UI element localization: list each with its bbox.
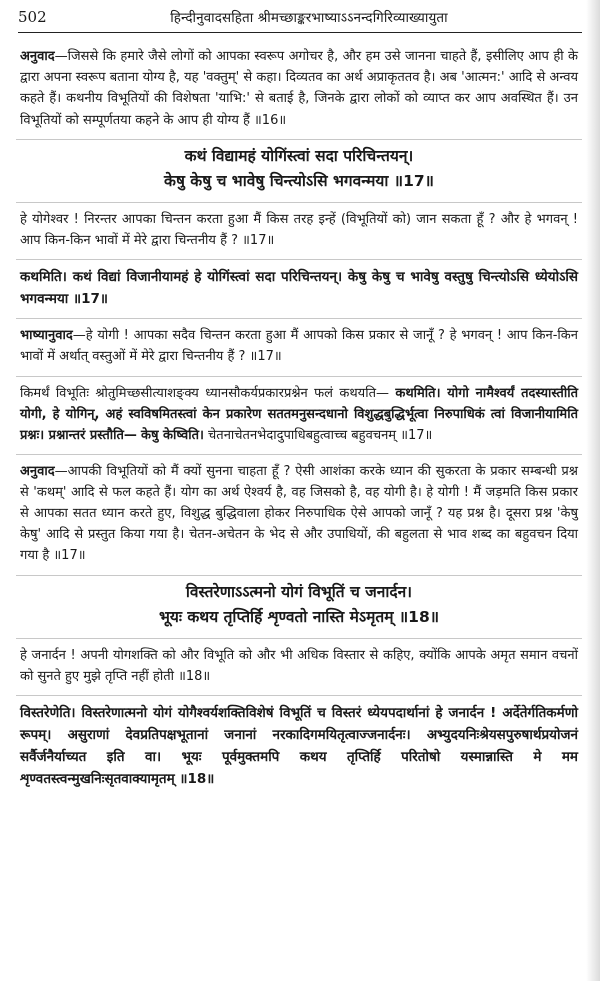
anuvad-verse-17 bbox=[16, 454, 582, 571]
verse-line: विस्तरेणाऽऽत्मनो योगं विभूतिं च जनार्दन। bbox=[185, 582, 413, 601]
verse-17 bbox=[16, 139, 582, 202]
anuvad-label: अनुवाद bbox=[20, 463, 55, 479]
hindi-translation-17 bbox=[16, 202, 582, 255]
anuvad-text: —आपकी विभूतियों को मैं क्यों सुनना चाहता हूँ ? ऐसी आशंका करके ध्यान की सुकरता के प्रकार सम्बन्धी प्रश्न से 'कथम्' आदि से फल कहते हैं। योग का अर्थ ऐश्वर्य है, वह जिसको है, वह योगी है। हे योगी ! मैं जड़मति किस प्रकार से आपका सतत ध्यान करते हुए, विशुद्ध बुद्धिवाला होकर निरुपाधिक ऐसे आपको जानूँ ? यह प्रश्न है। दूसरा प्रश्न 'केषु केषु' आदि से प्रस्तुत किया गया है। चेतन-अचेतन के भेद से और उपाधियों, की बहुलता से भाव शब्द का बहुवचन दिया गया है ॥17॥ bbox=[20, 463, 578, 564]
adjacent-page-edge bbox=[586, 0, 600, 981]
tika-keshu: केषु केष्विति। bbox=[141, 427, 204, 443]
page-content bbox=[16, 44, 582, 798]
hindi-translation-text: हे योगेश्वर ! निरन्तर आपका चिन्तन करता हुआ मैं किस तरह इन्हें (विभूतियों को) जान सकता हूँ ? और हे भगवन् ! आप किन-किन भावों में मेरे द्वारा चिन्तनीय हैं ? ॥17॥ bbox=[20, 211, 578, 249]
header-rule bbox=[18, 32, 582, 33]
bhashya-text: कथमिति। कथं विद्यां विजानीयामहं हे योगिंस्त्वां सदा परिचिन्तयन्। केषु केषु च भावेषु वस्तुषु चिन्त्योऽसि ध्येयोऽसि भगवन्मया ॥17॥ bbox=[20, 269, 578, 308]
tika-end: चेतनाचेतनभेदादुपाधिबहुत्वाच्च बहुवचनम् ॥17॥ bbox=[203, 427, 433, 443]
bhashyanuvad-17 bbox=[16, 318, 582, 371]
anuvad-label: अनुवाद bbox=[20, 49, 55, 64]
running-title: हिन्दीनुवादसहिता श्रीमच्छाङ्करभाष्याऽऽनन्दगिरिव्याख्यायुता bbox=[170, 10, 448, 26]
page-number: 502 bbox=[18, 8, 47, 26]
tika-17 bbox=[16, 376, 582, 450]
bhashya-18 bbox=[16, 695, 582, 794]
tika-intro: किमर्थं विभूतिः श्रोतुमिच्छसीत्याशङ्क्य ध्यानसौकर्यप्रकारप्रश्नेन फलं कथयति— bbox=[20, 385, 389, 401]
bhashyanuvad-label: भाष्यानुवाद bbox=[20, 328, 73, 344]
tika-body: कथमिति। योगो नामैश्वर्यं तदस्यास्तीति योगी, हे योगिन्, अहं स्वविषमितस्त्वां केन प्रकारेण सततमनुसन्दधानो विशुद्धबुद्धिर्भूत्वा निरुपाधिकं त्वां विजानीयामिति प्रश्नः। प्रश्नान्तरं प्रस्तौति— bbox=[20, 385, 578, 443]
bhashyanuvad-text: —हे योगी ! आपका सदैव चिन्तन करता हुआ मैं आपको किस प्रकार से जानूँ ? हे भगवन् ! आप किन-किन भावों में अर्थात् वस्तुओं में मेरे द्वारा चिन्तनीय हैं ? ॥17॥ bbox=[20, 328, 578, 365]
anuvad-text: —जिससे कि हमारे जैसे लोगों को आपका स्वरूप अगोचर है, और हम उसे जानना चाहते हैं, इसीलिए आप ही के द्वारा अपना स्वरूप बताना योग्य है, यह 'वक्तुम्' से कहा। दिव्यतव का अर्थ अप्राकृततव है। अब 'आत्मन:' आदि से अन्वय कहते हैं। कथनीय विभूतियों की विशेषता 'याभि:' से बताई है, जिनके द्वारा लोकों को व्याप्त कर आप अवस्थित हैं। उन विभूतियों को सम्पूर्णतया कहने के आप ही योग्य हैं ॥16॥ bbox=[20, 49, 578, 128]
page-header bbox=[18, 4, 582, 30]
hindi-translation-18 bbox=[16, 638, 582, 691]
bhashya-text: विस्तरेणेति। विस्तरेणात्मनो योगं योगैश्वर्यशक्तिविशेषं विभूतिं च विस्तरं ध्येयपदार्थानां हे जनार्दन ! अर्देतेर्गतिकर्मणो रूपम्। असुराणां देवप्रतिपक्षभूतानां जनानां नरकादिगमयितृत्वाज्जनार्दनः। अभ्युदयनिःश्रेयसपुरुषार्थप्रयोजनं सर्वैर्जनैर्याच्यत इति वा। भूयः पूर्वमुक्तमपि कथय तृप्तिर्हि परितोषो यस्मान्नास्ति मे मम शृण्वतस्त्वन्मुखनिःसृतवाक्यामृतम् ॥18॥ bbox=[20, 705, 578, 788]
verse-18 bbox=[16, 575, 582, 638]
verse-line: कथं विद्यामहं योगिंस्त्वां सदा परिचिन्तयन्। bbox=[184, 146, 414, 165]
hindi-translation-text: हे जनार्दन ! अपनी योगशक्ति को और विभूति को और भी अधिक विस्तार से कहिए, क्योंकि आपके अमृत समान वचनों को सुनते हुए मुझे तृप्ति नहीं होती ॥18॥ bbox=[20, 647, 578, 684]
anuvad-verse-16 bbox=[16, 44, 582, 135]
verse-line: केषु केषु च भावेषु चिन्त्योऽसि भगवन्मया ॥17॥ bbox=[164, 171, 434, 190]
bhashya-17 bbox=[16, 259, 582, 314]
verse-line: भूयः कथय तृप्तिर्हि शृण्वतो नास्ति मेऽमृतम् ॥18॥ bbox=[158, 607, 440, 626]
